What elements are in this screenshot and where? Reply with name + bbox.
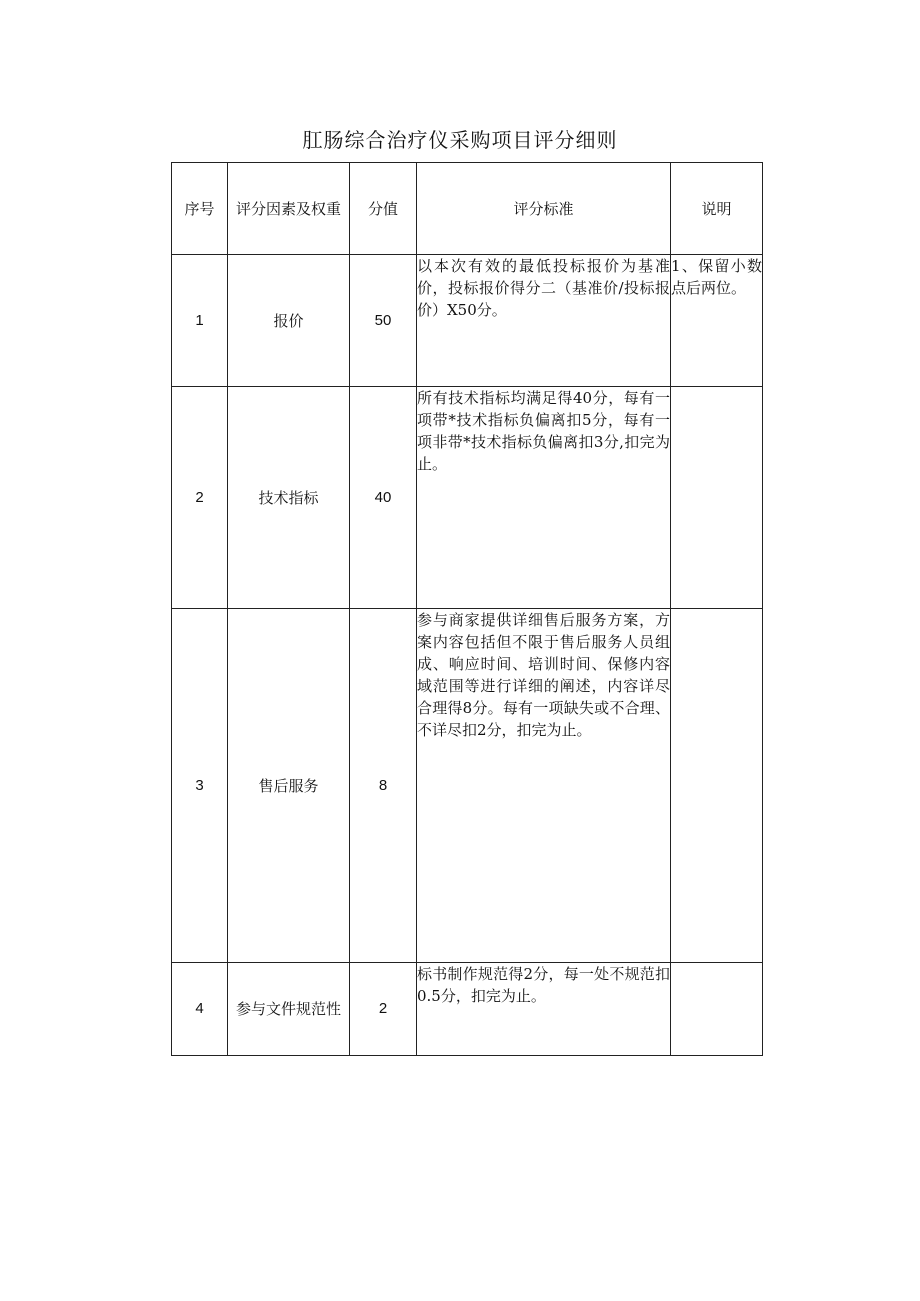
- row-score: 8: [350, 609, 417, 963]
- row-index: 3: [172, 609, 228, 963]
- row-note: [671, 963, 763, 1056]
- row-factor: 技术指标: [228, 387, 350, 609]
- header-criteria: 评分标准: [417, 163, 671, 255]
- header-factor: 评分因素及权重: [228, 163, 350, 255]
- table-row: [172, 963, 763, 1056]
- row-note: [671, 387, 763, 609]
- table-row: [172, 387, 763, 609]
- row-index: 2: [172, 387, 228, 609]
- row-criteria: 所有技术指标均满足得40分，每有一项带*技术指标负偏离扣5分，每有一项非带*技术指标负偏离扣3分,扣完为止。: [417, 387, 671, 609]
- row-score: 40: [350, 387, 417, 609]
- header-score: 分值: [350, 163, 417, 255]
- row-index: 1: [172, 255, 228, 387]
- table-row: [172, 609, 763, 963]
- table-header-row: [172, 163, 763, 255]
- table-row: [172, 255, 763, 387]
- row-criteria: 以本次有效的最低投标报价为基准价，投标报价得分二（基准价/投标报价）X50分。: [417, 255, 671, 387]
- row-factor: 报价: [228, 255, 350, 387]
- row-criteria: 标书制作规范得2分，每一处不规范扣0.5分，扣完为止。: [417, 963, 671, 1056]
- row-score: 50: [350, 255, 417, 387]
- row-note: 1、保留小数点后两位。: [671, 255, 763, 387]
- header-index: 序号: [172, 163, 228, 255]
- row-factor: 参与文件规范性: [228, 963, 350, 1056]
- scoring-table: [171, 162, 763, 1056]
- row-factor: 售后服务: [228, 609, 350, 963]
- row-index: 4: [172, 963, 228, 1056]
- row-criteria: 参与商家提供详细售后服务方案，方案内容包括但不限于售后服务人员组成、响应时间、培训时间、保修内容域范围等进行详细的阐述，内容详尽合理得8分。每有一项缺失或不合理、不详尽扣2分，扣完为止。: [417, 609, 671, 963]
- page-title: 肛肠综合治疗仪采购项目评分细则: [302, 128, 618, 152]
- row-note: [671, 609, 763, 963]
- header-note: 说明: [671, 163, 763, 255]
- row-score: 2: [350, 963, 417, 1056]
